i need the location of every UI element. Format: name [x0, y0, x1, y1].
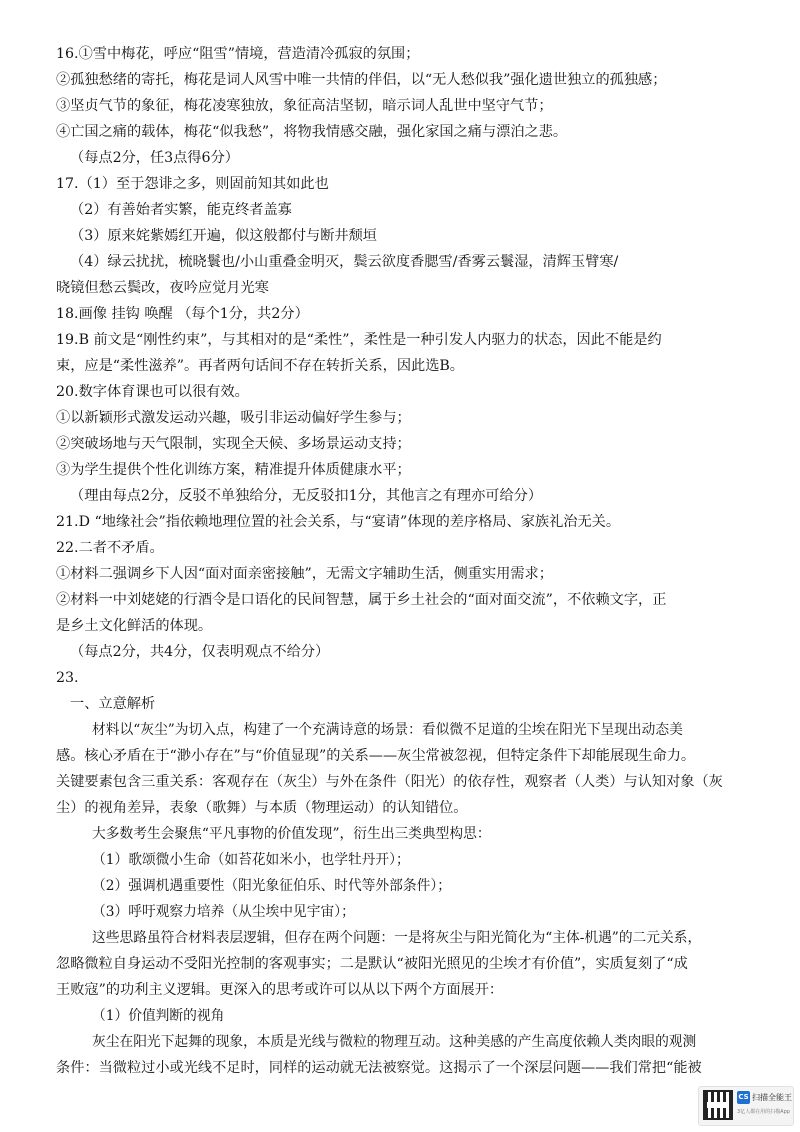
answer-19-line-1: 19.B 前文是“刚性约束”，与其相对的是“柔性”，柔性是一种引发人内驱力的状态，因此不能是约 [56, 332, 662, 348]
essay-paragraph-1-line-3: 关键要素包含三重关系：客观存在（灰尘）与外在条件（阳光）的依存性，观察者（人类）与认知对象（灰 [56, 774, 723, 790]
essay-paragraph-4-line-1: 灰尘在阳光下起舞的现象，本质是光线与微粒的物理互动。这种美感的产生高度依赖人类肉眼的观测 [92, 1034, 697, 1050]
answer-22-line-2: ①材料二强调乡下人因“面对面亲密接触”，无需文字辅助生活，侧重实用需求； [56, 566, 553, 582]
answer-22-line-1: 22.二者不矛盾。 [56, 540, 164, 556]
watermark-subtitle: 3亿人都在用的扫描App [737, 1109, 790, 1115]
qr-code-icon [703, 1090, 733, 1120]
answer-23-number: 23. [56, 670, 79, 686]
answer-20-line-3: ②突破场地与天气限制，实现全天候、多场景运动支持； [56, 436, 411, 452]
answer-19-line-2: 束，应是“柔性滋养”。再者两句话间不存在转折关系，因此选B。 [56, 358, 464, 374]
answer-21: 21.D “地缘社会”指依赖地理位置的社会关系，与“宴请”体现的差序格局、家族礼治无关。 [56, 514, 621, 530]
essay-list-item-2: （2）强调机遇重要性（阳光象征伯乐、时代等外部条件）； [92, 878, 451, 894]
essay-paragraph-1-line-2: 感。核心矛盾在于“渺小存在”与“价值显现”的关系——灰尘常被忽视，但特定条件下却能展现生命力。 [56, 748, 696, 764]
answer-16-scoring: （每点2分，任3点得6分） [70, 150, 239, 166]
essay-paragraph-4-line-2: 条件：当微粒过小或光线不足时，同样的运动就无法被察觉。这揭示了一个深层问题——我们常把“能被 [56, 1060, 702, 1076]
answer-16-line-1: 16.①雪中梅花，呼应“阻雪”情境，营造清冷孤寂的氛围； [56, 46, 420, 62]
essay-paragraph-2: 大多数考生会聚焦“平凡事物的价值发现”，衍生出三类典型构思： [92, 826, 491, 842]
answer-22-scoring: （每点2分，共4分，仅表明观点不给分） [70, 644, 330, 660]
scanner-watermark [698, 1086, 794, 1126]
answer-17-line-1: 17.（1）至于怨诽之多，则固前知其如此也 [56, 176, 329, 192]
answer-16-line-2: ②孤独愁绪的寄托，梅花是词人风雪中唯一共情的伴侣，以“无人愁似我”强化遗世独立的孤独感； [56, 72, 667, 88]
section-heading-1: 一、立意解析 [70, 696, 156, 712]
answer-20-line-4: ③为学生提供个性化训练方案，精准提升体质健康水平； [56, 462, 411, 478]
essay-paragraph-1-line-4: 尘）的视角差异，表象（歌舞）与本质（物理运动）的认知错位。 [56, 800, 468, 816]
essay-list-item-1: （1）歌颂微小生命（如苔花如米小，也学牡丹开）； [92, 852, 410, 868]
essay-paragraph-1-line-1: 材料以“灰尘”为切入点，构建了一个充满诗意的场景：看似微不足道的尘埃在阳光下呈现出动态美 [92, 722, 683, 738]
answer-20-line-1: 20.数字体育课也可以很有效。 [56, 384, 249, 400]
answer-17-line-3: （3）原来姹紫嫣红开遍，似这般都付与断井颓垣 [70, 228, 377, 244]
essay-list-item-3: （3）呼吁观察力培养（从尘埃中见宇宙）； [92, 904, 355, 920]
answer-22-line-4: 是乡土文化鲜活的体现。 [56, 618, 213, 634]
camscanner-logo: CS [737, 1091, 750, 1104]
essay-subheading-1: （1）价值判断的视角 [92, 1008, 225, 1024]
essay-paragraph-3-line-3: 王败寇”的功利主义逻辑。更深入的思考或许可以从以下两个方面展开： [56, 982, 504, 998]
watermark-title: 扫描全能王 [752, 1093, 792, 1102]
answer-16-line-4: ④亡国之痛的载体，梅花“似我愁”，将物我情感交融，强化家国之痛与漂泊之悲。 [56, 124, 568, 140]
answer-18: 18.画像 挂钩 唤醒 （每个1分，共2分） [56, 306, 309, 322]
answer-17-line-5: 晓镜但愁云鬓改，夜吟应觉月光寒 [56, 280, 269, 296]
essay-paragraph-3-line-1: 这些思路虽符合材料表层逻辑，但存在两个问题：一是将灰尘与阳光简化为“主体-机遇”的二元关系， [92, 930, 702, 946]
answer-22-line-3: ②材料一中刘姥姥的行酒令是口语化的民间智慧，属于乡土社会的“面对面交流”，不依赖文字，正 [56, 592, 667, 608]
answer-20-line-2: ①以新颖形式激发运动兴趣，吸引非运动偏好学生参与； [56, 410, 411, 426]
essay-paragraph-3-line-2: 忽略微粒自身运动不受阳光控制的客观事实；二是默认“被阳光照见的尘埃才有价值”，实质复刻了“成 [56, 956, 688, 972]
answer-20-scoring: （理由每点2分，反驳不单独给分，无反驳扣1分，其他言之有理亦可给分） [70, 488, 543, 504]
answer-17-line-4: （4）绿云扰扰，梳晓鬟也/小山重叠金明灭，鬓云欲度香腮雪/香雾云鬟湿，清辉玉臂寒/ [70, 254, 619, 270]
answer-17-line-2: （2）有善始者实繁，能克终者盖寡 [70, 202, 292, 218]
answer-16-line-3: ③坚贞气节的象征，梅花凌寒独放，象征高洁坚韧，暗示词人乱世中坚守气节； [56, 98, 553, 114]
